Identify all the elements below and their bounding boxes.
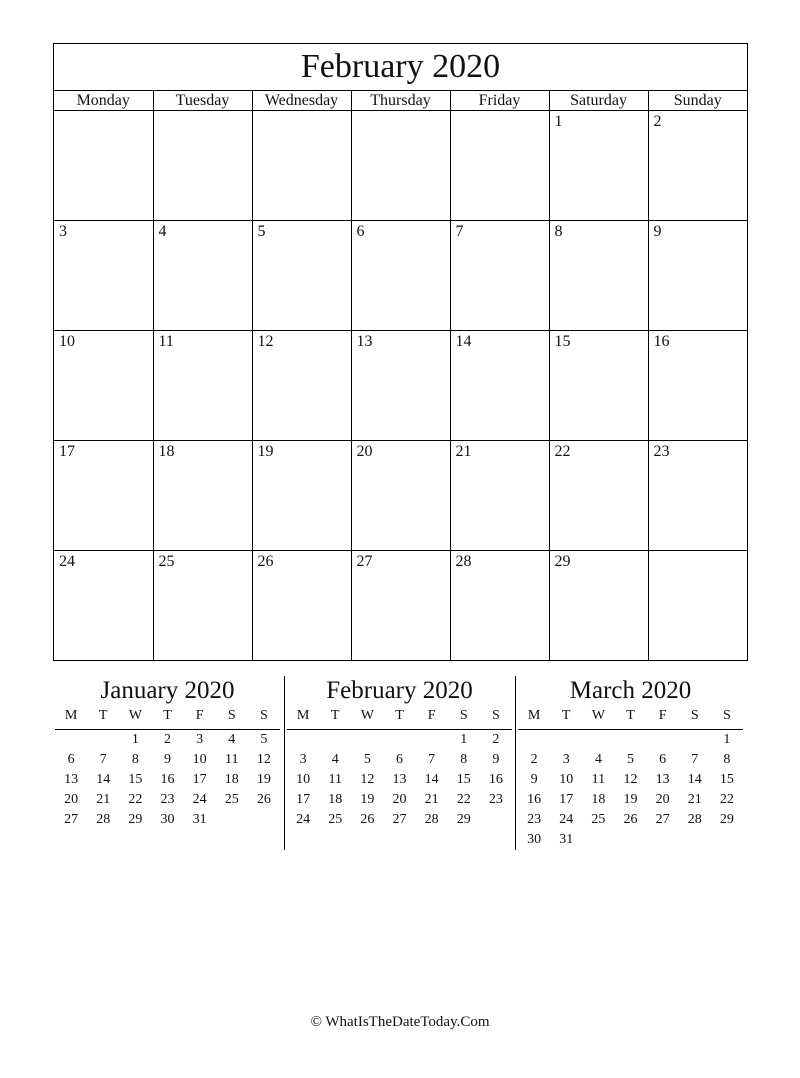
mini-weekday-label: T	[626, 708, 635, 723]
weekday-header: Tuesday	[153, 91, 252, 111]
day-cell	[252, 441, 351, 551]
mini-weekday-header	[518, 706, 743, 730]
mini-day: 28	[424, 812, 439, 827]
mini-day: 12	[360, 772, 375, 787]
mini-weekday-label: S	[459, 708, 468, 723]
mini-day	[416, 730, 448, 750]
mini-day: 9	[530, 772, 538, 787]
mini-day: 22	[128, 792, 143, 807]
day-cell	[351, 221, 450, 331]
mini-weekday-label: T	[561, 708, 571, 723]
mini-day: 3	[299, 752, 307, 767]
mini-day: 9	[492, 752, 500, 767]
mini-day: 15	[456, 772, 471, 787]
mini-day: 7	[691, 752, 699, 767]
weekday-header: Thursday	[351, 91, 450, 111]
mini-day: 21	[96, 792, 111, 807]
day-cell	[54, 331, 153, 441]
mini-day	[216, 810, 248, 830]
day-number: 25	[158, 553, 175, 570]
day-cell	[351, 441, 450, 551]
day-number: 1	[554, 113, 563, 130]
mini-day: 5	[626, 752, 634, 767]
day-number	[253, 111, 351, 113]
day-number: 6	[356, 223, 365, 240]
mini-day	[550, 730, 582, 750]
mini-weekday-label: W	[591, 708, 605, 723]
mini-day: 2	[163, 732, 171, 747]
mini-day	[647, 730, 679, 750]
day-cell	[252, 111, 351, 221]
mini-day: 7	[428, 752, 436, 767]
mini-day: 1	[131, 732, 139, 747]
mini-day: 6	[395, 752, 403, 767]
mini-day: 24	[192, 792, 207, 807]
mini-weekday-header	[55, 706, 280, 730]
weekday-header: Saturday	[549, 91, 648, 111]
day-cell	[351, 111, 450, 221]
mini-day: 23	[527, 812, 542, 827]
mini-day: 8	[460, 752, 468, 767]
day-cell	[648, 331, 747, 441]
day-number: 12	[257, 333, 274, 350]
mini-day	[614, 830, 646, 850]
mini-day: 11	[225, 752, 239, 767]
mini-weekday-label: S	[227, 708, 236, 723]
day-cell	[54, 111, 153, 221]
mini-day	[248, 810, 280, 830]
mini-weekday-label: F	[427, 708, 436, 723]
mini-day: 11	[328, 772, 342, 787]
mini-week-row	[287, 810, 512, 830]
mini-day: 16	[527, 792, 542, 807]
mini-day	[287, 730, 319, 750]
mini-calendar-days	[287, 730, 512, 830]
mini-weekday-label: W	[128, 708, 142, 723]
mini-weekday-label: T	[98, 708, 108, 723]
day-cell	[549, 331, 648, 441]
day-number: 2	[653, 113, 662, 130]
mini-day: 18	[224, 772, 239, 787]
mini-day	[614, 730, 646, 750]
mini-calendar-title: February 2020	[326, 677, 473, 704]
mini-day: 22	[719, 792, 734, 807]
day-cell	[450, 331, 549, 441]
mini-day: 10	[192, 752, 207, 767]
day-cell	[351, 331, 450, 441]
mini-day: 30	[527, 832, 542, 847]
day-number: 15	[554, 333, 571, 350]
mini-day: 13	[392, 772, 407, 787]
day-cell	[450, 221, 549, 331]
day-number: 18	[158, 443, 175, 460]
mini-day: 19	[623, 792, 638, 807]
mini-week-row	[55, 790, 280, 810]
day-cell	[153, 441, 252, 551]
mini-day: 19	[360, 792, 375, 807]
mini-day: 4	[594, 752, 602, 767]
mini-day: 7	[99, 752, 107, 767]
mini-day: 14	[424, 772, 439, 787]
mini-day: 5	[363, 752, 371, 767]
day-number	[54, 111, 153, 113]
day-cell	[252, 221, 351, 331]
mini-calendar-january	[55, 676, 280, 830]
mini-day: 29	[128, 812, 143, 827]
day-number: 5	[257, 223, 266, 240]
day-cell	[648, 441, 747, 551]
mini-week-row	[518, 790, 743, 810]
mini-day: 8	[723, 752, 731, 767]
mini-day: 27	[64, 812, 79, 827]
mini-day	[319, 730, 351, 750]
mini-day	[711, 830, 743, 850]
mini-day	[647, 830, 679, 850]
day-cell	[153, 111, 252, 221]
day-number: 11	[158, 333, 174, 350]
mini-weekday-label: S	[492, 708, 500, 723]
day-cell	[252, 551, 351, 661]
main-calendar	[53, 43, 748, 661]
mini-calendar-days	[518, 730, 743, 850]
mini-day: 21	[424, 792, 439, 807]
mini-day: 18	[591, 792, 606, 807]
day-number: 8	[554, 223, 563, 240]
mini-day	[87, 730, 119, 750]
day-cell	[153, 331, 252, 441]
mini-day: 16	[488, 772, 503, 787]
mini-day: 20	[392, 792, 407, 807]
day-number: 27	[356, 553, 373, 570]
mini-day	[480, 810, 512, 830]
mini-divider	[515, 676, 516, 850]
mini-calendar-days	[55, 730, 280, 830]
mini-day: 26	[360, 812, 375, 827]
mini-week-row	[55, 810, 280, 830]
mini-day: 27	[392, 812, 407, 827]
mini-day: 18	[328, 792, 343, 807]
day-cell	[549, 551, 648, 661]
mini-day: 10	[559, 772, 574, 787]
mini-day: 3	[562, 752, 570, 767]
mini-day: 17	[296, 792, 311, 807]
day-number	[352, 111, 450, 113]
mini-day: 14	[96, 772, 111, 787]
mini-day: 31	[559, 832, 574, 847]
week-row	[54, 441, 747, 551]
mini-weekday-label: T	[163, 708, 172, 723]
page-title: February 2020	[54, 44, 747, 91]
mini-divider	[284, 676, 285, 850]
day-cell	[648, 551, 747, 661]
mini-day: 23	[488, 792, 503, 807]
mini-day: 1	[460, 732, 468, 747]
mini-weekday-label: M	[296, 708, 310, 723]
weekday-header-row	[54, 91, 747, 111]
day-number: 22	[554, 443, 571, 460]
day-cell	[153, 221, 252, 331]
mini-week-row	[518, 750, 743, 770]
day-number: 13	[356, 333, 373, 350]
day-number: 28	[455, 553, 472, 570]
day-number: 4	[158, 223, 167, 240]
mini-day: 1	[723, 732, 731, 747]
day-cell	[450, 441, 549, 551]
mini-day: 17	[192, 772, 207, 787]
day-cell	[450, 111, 549, 221]
mini-weekday-label: S	[260, 708, 268, 723]
day-cell	[153, 551, 252, 661]
footer-copyright: © WhatIsTheDateToday.Com	[310, 1014, 490, 1030]
mini-week-row	[287, 750, 512, 770]
mini-day: 2	[492, 732, 500, 747]
mini-weekday-label: T	[395, 708, 404, 723]
day-number: 9	[653, 223, 662, 240]
day-cell	[648, 221, 747, 331]
day-number: 20	[356, 443, 373, 460]
mini-day: 28	[687, 812, 702, 827]
mini-weekday-label: W	[360, 708, 374, 723]
mini-day: 17	[559, 792, 574, 807]
mini-day	[55, 730, 87, 750]
mini-day: 28	[96, 812, 111, 827]
day-number: 23	[653, 443, 670, 460]
mini-week-row	[287, 730, 512, 750]
mini-day: 31	[192, 812, 207, 827]
day-cell	[54, 551, 153, 661]
day-number: 7	[455, 223, 464, 240]
mini-calendar-march	[518, 676, 743, 850]
day-cell	[450, 551, 549, 661]
day-number: 16	[653, 333, 670, 350]
mini-day: 20	[64, 792, 79, 807]
week-row	[54, 111, 747, 221]
mini-day: 24	[296, 812, 311, 827]
mini-week-row	[55, 730, 280, 750]
mini-day: 29	[456, 812, 471, 827]
mini-day: 9	[163, 752, 171, 767]
mini-day: 25	[224, 792, 239, 807]
day-cell	[549, 441, 648, 551]
mini-day: 24	[559, 812, 574, 827]
day-number	[451, 111, 549, 113]
mini-weekday-label: M	[527, 708, 541, 723]
mini-day	[679, 830, 711, 850]
day-cell	[54, 441, 153, 551]
month-grid-body	[54, 111, 747, 661]
mini-calendar-title: January 2020	[100, 677, 235, 704]
mini-day	[383, 730, 415, 750]
day-cell	[252, 331, 351, 441]
mini-day: 6	[659, 752, 667, 767]
day-number: 24	[59, 553, 75, 570]
day-number: 10	[59, 333, 75, 350]
mini-weekday-label: M	[64, 708, 78, 723]
mini-calendar-title: March 2020	[569, 677, 692, 704]
day-number: 29	[554, 553, 571, 570]
day-number: 26	[257, 553, 274, 570]
mini-week-row	[518, 770, 743, 790]
weekday-header: Wednesday	[252, 91, 351, 111]
mini-day: 29	[719, 812, 734, 827]
day-number: 19	[257, 443, 274, 460]
mini-day: 13	[64, 772, 79, 787]
mini-week-row	[287, 770, 512, 790]
mini-day: 4	[228, 732, 236, 747]
mini-week-row	[518, 830, 743, 850]
mini-weekday-label: F	[658, 708, 667, 723]
mini-day: 26	[256, 792, 271, 807]
mini-day: 8	[131, 752, 139, 767]
mini-day: 21	[687, 792, 702, 807]
day-number: 21	[455, 443, 472, 460]
mini-day: 26	[623, 812, 638, 827]
day-cell	[351, 551, 450, 661]
mini-day: 2	[530, 752, 538, 767]
mini-day: 16	[160, 772, 175, 787]
mini-day	[679, 730, 711, 750]
mini-day: 15	[128, 772, 143, 787]
mini-day: 11	[591, 772, 606, 787]
mini-day	[582, 730, 614, 750]
mini-week-row	[518, 730, 743, 750]
week-row	[54, 331, 747, 441]
mini-day: 19	[256, 772, 271, 787]
mini-day: 30	[160, 812, 175, 827]
mini-day: 14	[687, 772, 702, 787]
weekday-header: Monday	[54, 91, 153, 111]
mini-calendar-february	[287, 676, 512, 830]
mini-week-row	[55, 750, 280, 770]
mini-day: 23	[160, 792, 175, 807]
day-cell	[549, 221, 648, 331]
mini-weekday-header	[287, 706, 512, 730]
mini-day: 5	[260, 732, 268, 747]
mini-day: 12	[623, 772, 638, 787]
mini-week-row	[518, 810, 743, 830]
week-row	[54, 221, 747, 331]
mini-day: 15	[719, 772, 734, 787]
day-number	[154, 111, 252, 113]
mini-day: 6	[67, 752, 75, 767]
mini-day: 10	[296, 772, 311, 787]
mini-weekday-label: S	[723, 708, 731, 723]
mini-day	[582, 830, 614, 850]
month-grid	[54, 91, 747, 660]
mini-day: 25	[591, 812, 606, 827]
day-number: 3	[59, 223, 67, 240]
mini-day: 13	[655, 772, 670, 787]
weekday-header: Sunday	[648, 91, 747, 111]
day-number: 17	[59, 443, 75, 460]
day-number	[649, 551, 748, 553]
day-number: 14	[455, 333, 472, 350]
mini-weekday-label: F	[195, 708, 204, 723]
mini-day: 20	[655, 792, 670, 807]
day-cell	[549, 111, 648, 221]
mini-day: 4	[331, 752, 339, 767]
mini-day	[351, 730, 383, 750]
day-cell	[648, 111, 747, 221]
weekday-header: Friday	[450, 91, 549, 111]
mini-day: 12	[256, 752, 271, 767]
mini-day: 27	[655, 812, 670, 827]
week-row	[54, 551, 747, 661]
mini-weekday-label: S	[690, 708, 699, 723]
mini-day: 25	[328, 812, 343, 827]
mini-week-row	[287, 790, 512, 810]
mini-day	[518, 730, 550, 750]
mini-day: 3	[196, 732, 204, 747]
day-cell	[54, 221, 153, 331]
mini-weekday-label: T	[330, 708, 340, 723]
mini-week-row	[55, 770, 280, 790]
mini-day: 22	[456, 792, 471, 807]
